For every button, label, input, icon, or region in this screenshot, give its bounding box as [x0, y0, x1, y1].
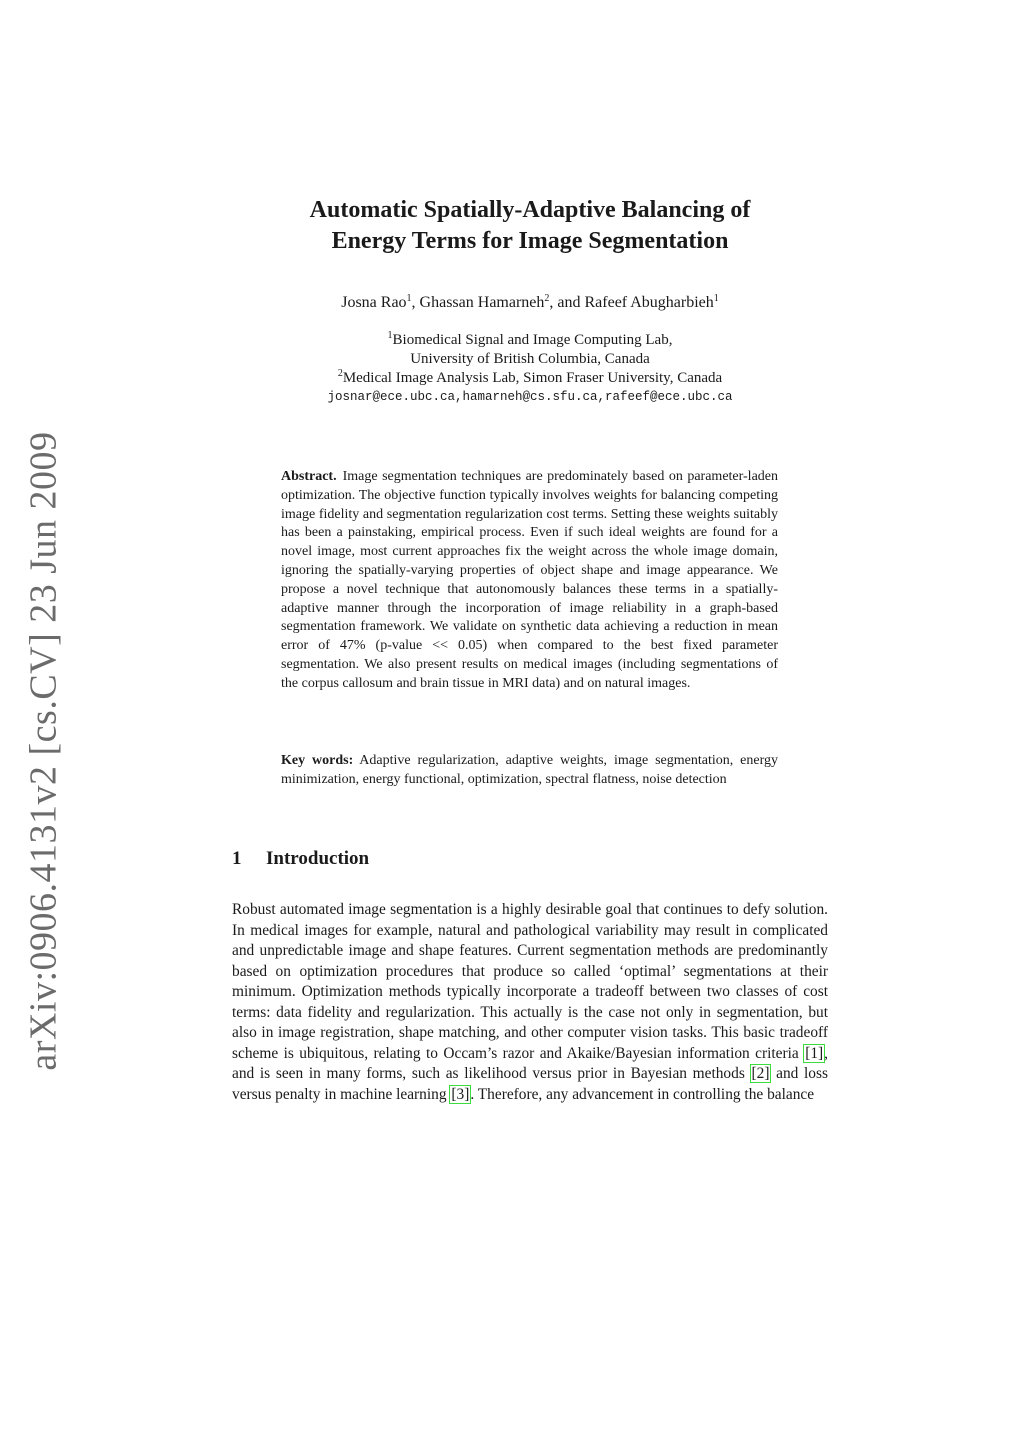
affiliation-2-text: Medical Image Analysis Lab, Simon Fraser University, Canada	[342, 370, 723, 386]
citation-link[interactable]: [2]	[751, 1065, 770, 1082]
paper-title	[232, 195, 828, 257]
author-emails: josnar@ece.ubc.ca,hamarneh@cs.sfu.ca,rafeef@ece.ubc.ca	[327, 390, 733, 404]
section-heading	[232, 848, 828, 870]
author-separator: , and	[549, 294, 585, 311]
intro-text: Robust automated image segmentation is a highly desirable goal that continues to defy solution. In medical images for example, natural and pathological variability may result in complicated and unpredictable image and shape features. Current segmentation methods are predominantly based on optimization procedures that produce so called ‘optimal’ segmentations at their minimum. Optimization methods typically incorporate a tradeoff between two classes of cost terms: data fidelity and regularization. This actually is the case not only in segmentation, but also in image registration, shape matching, and other computer vision tasks. This basic tradeoff scheme is ubiquitous, relating to Occam’s razor and Akaike/Bayesian information criteria	[232, 901, 828, 1062]
abstract-text: Image segmentation techniques are predominately based on parameter-laden optimization. The objective function typically involves weights for balancing competing image fidelity and segmentation regularization cost terms. Setting these weights suitably has been a painstaking, empirical process. Even if such ideal weights are found for a novel image, most current approaches fix the weight across the whole image domain, ignoring the spatially-varying properties of object shape and image appearance. We propose a novel technique that autonomously balances these terms in a spatially-adaptive manner through the incorporation of image reliability in a graph-based segmentation framework. We validate on synthetic data achieving a reduction in mean error of 47% (p-value << 0.05) when compared to the best fixed parameter segmentation. We also present results on medical images (including segmentations of the corpus callosum and brain tissue in MRI data) and on natural images.	[281, 469, 778, 691]
author-3-affil-mark: 1	[713, 293, 719, 304]
author-1: Josna Rao	[341, 294, 407, 311]
abstract-label: Abstract.	[281, 469, 337, 484]
keywords-text: Adaptive regularization, adaptive weights, image segmentation, energy minimization, energy functional, optimization, spectral flatness, noise detection	[281, 753, 778, 787]
keywords-label: Key words:	[281, 753, 354, 768]
section-title: Introduction	[266, 848, 370, 869]
keywords	[281, 752, 778, 790]
title-line-1: Automatic Spatially-Adaptive Balancing of	[309, 197, 751, 223]
introduction-paragraph	[232, 900, 828, 1105]
affiliation-1-mark: 1	[387, 330, 393, 341]
intro-text: , and is seen in many forms, such as likelihood versus prior in Bayesian methods	[232, 1044, 828, 1082]
arxiv-identifier: arXiv:0906.4131v2 [cs.CV] 23 Jun 2009	[23, 431, 65, 1071]
citation-link[interactable]: [1]	[805, 1044, 824, 1062]
title-line-2: Energy Terms for Image Segmentation	[331, 228, 729, 254]
section-number: 1	[232, 848, 242, 869]
affiliation-1-line-1	[232, 331, 828, 350]
affiliation-1-text: Biomedical Signal and Image Computing Lab,	[392, 332, 673, 348]
citation-link[interactable]: [3]	[451, 1085, 470, 1103]
affiliation-2-mark: 2	[337, 368, 343, 379]
affiliations	[232, 331, 828, 407]
author-3: Rafeef Abugharbieh	[584, 294, 714, 311]
intro-text: and loss versus penalty in machine learning	[232, 1065, 828, 1103]
affiliation-1-line-2: University of British Columbia, Canada	[410, 351, 650, 367]
author-1-affil-mark: 1	[406, 293, 412, 304]
author-2: Ghassan Hamarneh	[419, 294, 545, 311]
author-separator: ,	[411, 294, 420, 311]
arxiv-stamp	[14, 431, 74, 1071]
author-list	[232, 294, 828, 312]
author-2-affil-mark: 2	[544, 293, 550, 304]
affiliation-2	[232, 369, 828, 388]
intro-text: . Therefore, any advancement in controlling the balance	[470, 1085, 815, 1103]
abstract	[281, 468, 778, 694]
